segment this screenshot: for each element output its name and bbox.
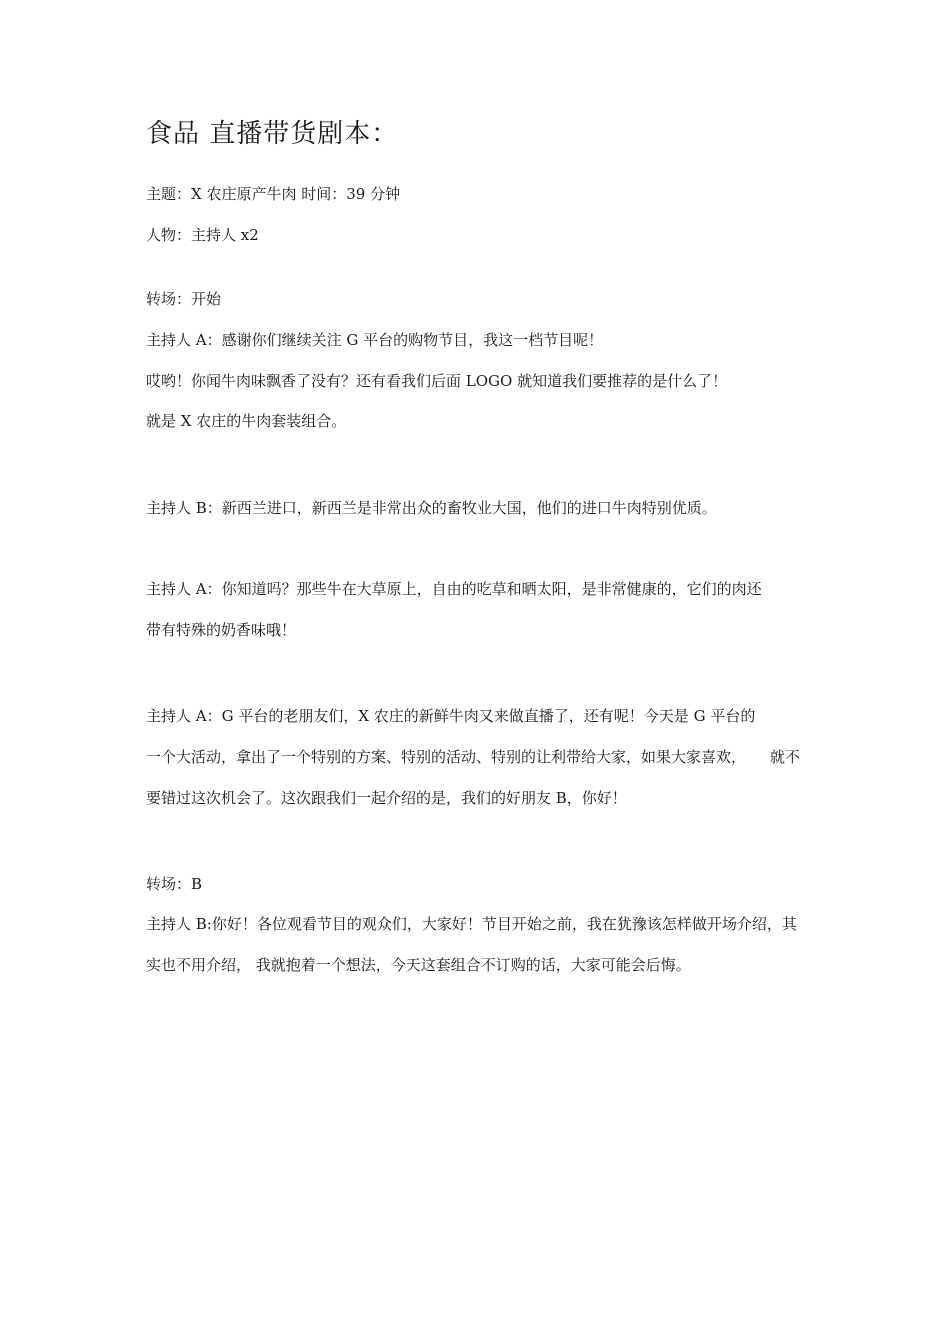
theme-line: 主题：X 农庄原产牛肉 时间：39 分钟: [146, 185, 401, 203]
host-b-line-1: 主持人 B：新西兰进口，新西兰是非常出众的畜牧业大国，他们的进口牛肉特别优质。: [146, 499, 717, 517]
host-a3-line-1: 主持人 A：G 平台的老朋友们，X 农庄的新鲜牛肉又来做直播了，还有呢！今天是 G 平台的: [146, 707, 756, 725]
transition-b: 转场：B: [146, 875, 203, 893]
host-a2-line-1: 主持人 A：你知道吗？那些牛在大草原上，自由的吃草和晒太阳，是非常健康的，它们的肉还: [146, 580, 762, 598]
host-b2-line-1: 主持人 B:你好！各位观看节目的观众们，大家好！节目开始之前，我在犹豫该怎样做开场介绍，其: [146, 915, 797, 933]
transition-start: 转场：开始: [146, 290, 222, 308]
host-a3-line-2: 一个大活动，拿出了一个特别的方案、特别的活动、特别的让利带给大家，如果大家喜欢， 就不: [146, 748, 800, 766]
page-title: 食品 直播带货剧本：: [146, 119, 399, 149]
host-b2-line-2: 实也不用介绍， 我就抱着一个想法，今天这套组合不订购的话，大家可能会后悔。: [146, 956, 691, 974]
host-a-line-3: 就是 X 农庄的牛肉套装组合。: [146, 412, 347, 430]
host-a3-line-3: 要错过这次机会了。这次跟我们一起介绍的是，我们的好朋友 B，你好！: [146, 789, 627, 807]
host-a2-line-2: 带有特殊的奶香味哦！: [146, 621, 297, 639]
cast-line: 人物：主持人 x2: [146, 226, 259, 244]
host-a-line-2: 哎哟！你闻牛肉味飘香了没有？还有看我们后面 LOGO 就知道我们要推荐的是什么了！: [146, 372, 728, 390]
host-a-line-1: 主持人 A：感谢你们继续关注 G 平台的购物节目，我这一档节目呢！: [146, 331, 604, 349]
